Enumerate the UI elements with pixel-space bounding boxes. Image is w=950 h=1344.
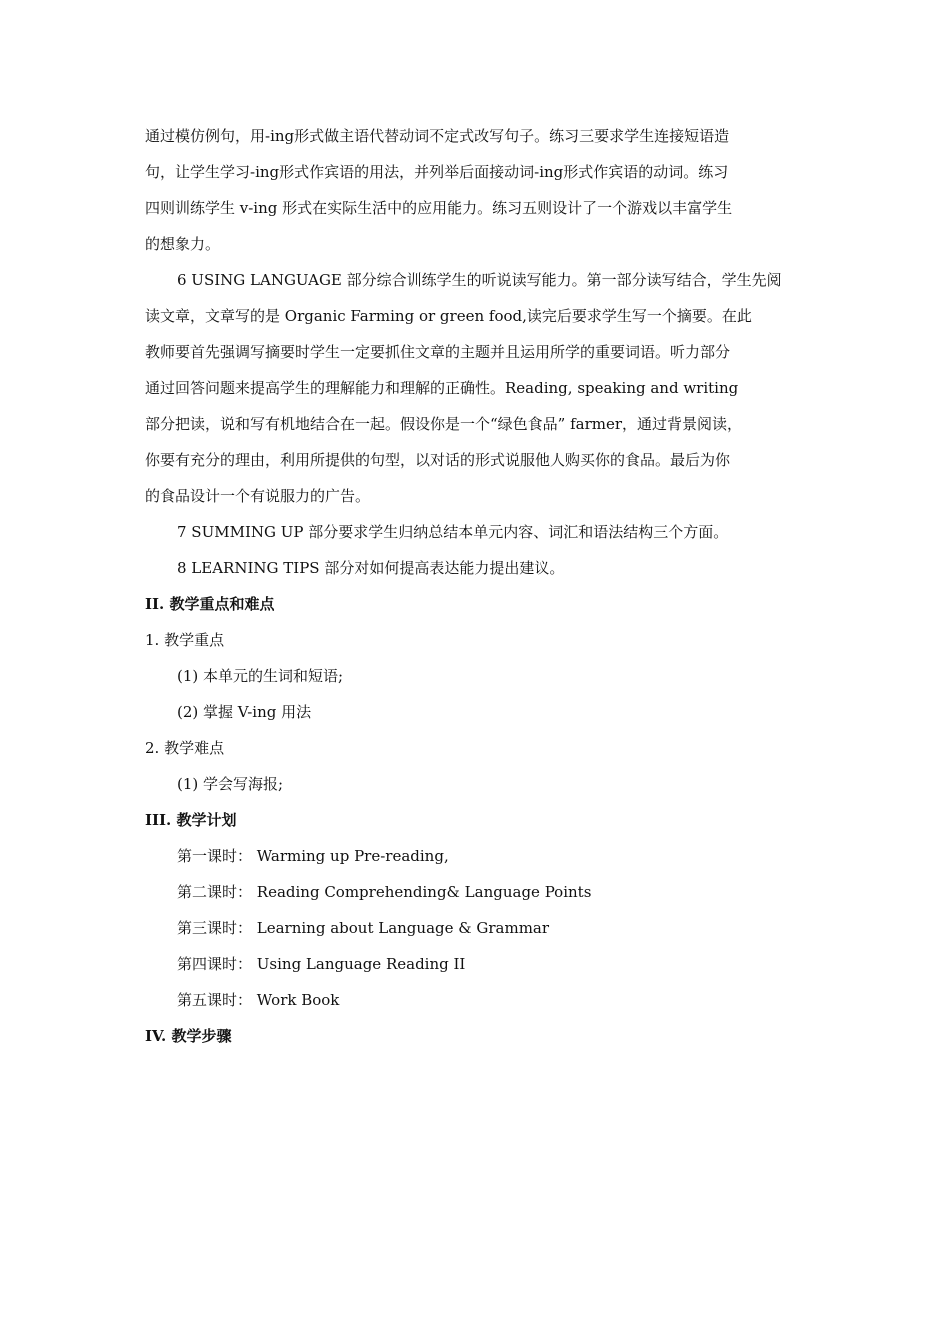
section-heading-teaching-steps: IV. 教学步骤 bbox=[145, 1027, 232, 1045]
intro-line: 通过模仿例句，用-ing形式做主语代替动词不定式改写句子。练习三要求学生连接短语造 bbox=[145, 127, 730, 145]
lesson-item: 第四课时： Using Language Reading II bbox=[177, 955, 466, 973]
focus-title: 1. 教学重点 bbox=[145, 631, 225, 649]
lesson-item: 第三课时： Learning about Language & Grammar bbox=[177, 919, 550, 937]
intro-line: 的想象力。 bbox=[145, 235, 221, 253]
using-language-line: 你要有充分的理由，利用所提供的句型，以对话的形式说服他人购买你的食品。最后为你 bbox=[145, 451, 731, 469]
intro-line: 四则训练学生 v-ing 形式在实际生活中的应用能力。练习五则设计了一个游戏以丰富学生 bbox=[145, 199, 733, 217]
using-language-line: 部分把读，说和写有机地结合在一起。假设你是一个“绿色食品” farmer，通过背景阅读， bbox=[145, 415, 743, 433]
summing-up-paragraph: 7 SUMMING UP 部分要求学生归纳总结本单元内容、词汇和语法结构三个方面。 bbox=[177, 523, 729, 541]
using-language-line: 6 USING LANGUAGE 部分综合训练学生的听说读写能力。第一部分读写结合，学生先阅 bbox=[177, 271, 782, 289]
using-language-line: 教师要首先强调写摘要时学生一定要抓住文章的主题并且运用所学的重要词语。听力部分 bbox=[145, 343, 731, 361]
intro-line: 句，让学生学习-ing形式作宾语的用法，并列举后面接动词-ing形式作宾语的动词。练习 bbox=[145, 163, 729, 181]
lesson-item: 第二课时： Reading Comprehending& Language Points bbox=[177, 883, 592, 901]
focus-item: (2) 掌握 V-ing 用法 bbox=[177, 703, 312, 721]
difficulty-title: 2. 教学难点 bbox=[145, 739, 225, 757]
section-heading-teaching-plan: III. 教学计划 bbox=[145, 811, 237, 829]
using-language-line: 读文章，文章写的是 Organic Farming or green food,读完后要求学生写一个摘要。在此 bbox=[145, 307, 752, 325]
using-language-line: 通过回答问题来提高学生的理解能力和理解的正确性。Reading, speaking and writing bbox=[145, 379, 739, 397]
document-page bbox=[145, 118, 815, 1054]
focus-item: (1) 本单元的生词和短语; bbox=[177, 667, 344, 685]
lesson-item: 第五课时： Work Book bbox=[177, 991, 340, 1009]
using-language-paragraph bbox=[145, 262, 815, 514]
lesson-item: 第一课时： Warming up Pre-reading, bbox=[177, 847, 449, 865]
section-heading-key-points: II. 教学重点和难点 bbox=[145, 595, 275, 613]
using-language-line: 的食品设计一个有说服力的广告。 bbox=[145, 487, 371, 505]
learning-tips-paragraph: 8 LEARNING TIPS 部分对如何提高表达能力提出建议。 bbox=[177, 559, 565, 577]
intro-paragraph bbox=[145, 118, 815, 262]
difficulty-item: (1) 学会写海报; bbox=[177, 775, 284, 793]
